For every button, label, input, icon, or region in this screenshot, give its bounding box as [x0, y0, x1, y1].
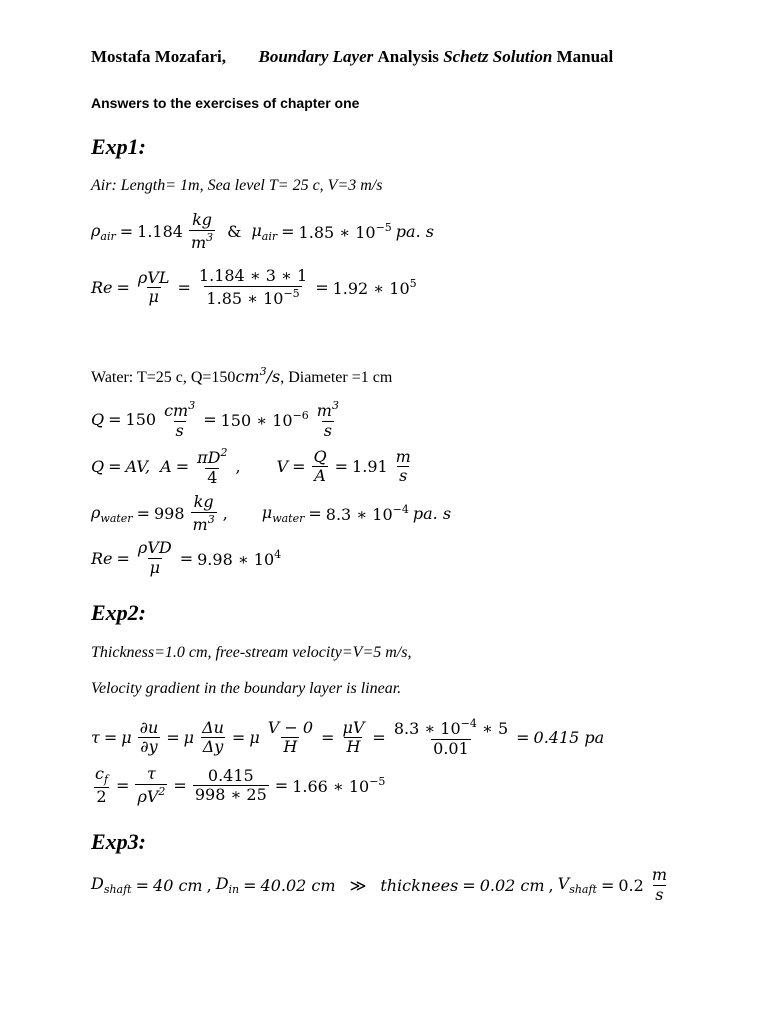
v-shaft-value: 0.2	[618, 875, 644, 895]
re-air-denominator: 1.85 ∗ 10	[206, 288, 284, 308]
re-water-result: 9.98 ∗ 10	[197, 549, 275, 569]
exp3-heading: Exp3:	[91, 829, 146, 854]
chapter-subheading: Answers to the exercises of chapter one	[91, 95, 360, 111]
cf-result: 1.66 ∗ 10	[292, 777, 370, 797]
re-air-numerator: 1.184 ∗ 3 ∗ 1	[198, 266, 308, 285]
exp1-reynolds-air: Re = $\frac{\text{ρVL}}{\mu}$ = $\frac{1.184 ∗ 3 ∗ 1}{1.85 ∗ 10^{-5}}$ = 1.92 ∗ $10^5$	[91, 266, 417, 308]
tau-result: 0.415 pa	[533, 728, 605, 748]
cf-numerator: 0.415	[207, 765, 254, 785]
author-name: Mostafa Mozafari,	[91, 47, 227, 66]
page-header	[91, 47, 613, 67]
q-value: 150	[125, 410, 157, 430]
q-si-value: 150 ∗ 10	[220, 411, 293, 431]
exp1-air-conditions: Air: Length= 1m, Sea level T= 25 c, V=3 m/s	[91, 177, 383, 194]
tau-denominator: 0.01	[433, 738, 469, 758]
re-air-result-exp: 5	[409, 277, 417, 291]
exp1-flow-rate: Q = 150 $\frac{cm^3}{s}$ = 150 ∗ $10^{-6}$ $\frac{m^3}{s}$	[91, 399, 339, 440]
tau-numerator: 8.3 ∗ 10	[393, 719, 461, 738]
mu-water-unit: pa. s	[412, 504, 452, 524]
exp2-skin-friction: $\frac{c_f}{2}$ = $\frac{\tau}{\rho V^2}$ = $\frac{0.415}{998 ∗ 25}$ = 1.66 ∗ $10^{-5}$	[95, 764, 386, 806]
thickness-value: 0.02 cm	[479, 875, 545, 895]
rho-water-value: 998	[153, 504, 185, 524]
exp2-shear-stress: τ = μ $\frac{\partial u}{\partial y}$ = μ $\frac{\Delta u}{\Delta y}$ = μ $\frac{V - 0}{H}$ = $\frac{\mu V}{H}$ = $\frac{8.3 ∗ 10^{-4} ∗ 5}{0.01}$ = 0.415 pa	[91, 717, 605, 758]
exp1-velocity: Q = AV, A = $\frac{\pi D^2}{4}$ , V = $\frac{Q}{A}$ = 1.91 $\frac{m}{s}$	[91, 446, 411, 487]
exp2-heading: Exp2:	[91, 600, 146, 625]
rho-air-value: 1.184	[137, 222, 183, 242]
title-manual: Manual	[556, 47, 614, 66]
mu-air-value: 1.85 ∗ 10	[298, 223, 376, 243]
title-analysis: Analysis	[377, 47, 439, 66]
unit-kg-per-m3: $\frac{kg}{m^3}$	[190, 210, 214, 252]
d-shaft-value: 40 cm	[153, 875, 203, 895]
unit-cm3-per-s: $cm^3/s$	[235, 365, 281, 386]
re-water-exp: 4	[274, 547, 282, 561]
title-boundary-layer: Boundary Layer	[258, 47, 374, 66]
mu-water-value: 8.3 ∗ 10	[325, 505, 393, 525]
thickness-label: thicknees	[380, 875, 459, 895]
exp1-water-conditions: Water: T=25 c, $Q=150cm^3/s$, Diameter =1 cm	[91, 365, 393, 386]
exp1-air-properties: $\rho_{air}$ = 1.184 $\frac{kg}{m^3}$ & $\mu_{air}$ = 1.85 ∗ $10^{-5}$ pa. s	[91, 210, 434, 252]
exp1-heading: Exp1:	[91, 134, 146, 159]
d-in-value: 40.02 cm	[260, 875, 336, 895]
exp3-dimensions: $D_{shaft}$ = 40 cm , $D_{in}$ = 40.02 cm ≫ thicknees = 0.02 cm , $V_{shaft}$ = 0.2 $\frac{m}{s}$	[91, 865, 667, 904]
exp1-reynolds-water: Re = $\frac{\text{ρVD}}{\mu}$ = 9.98 ∗ $10^4$	[91, 538, 282, 577]
cf-denominator: 998 ∗ 25	[194, 785, 267, 805]
velocity-value: 1.91	[352, 457, 388, 477]
mu-air-exp: −5	[375, 221, 392, 235]
cf-result-exp: −5	[369, 775, 386, 789]
exp1-water-properties: $\rho_{water}$ = 998 $\frac{kg}{m^3}$ , $\mu_{water}$ = 8.3 ∗ $10^{-4}$ pa. s	[91, 492, 452, 534]
re-air-result: 1.92 ∗ 10	[332, 279, 410, 299]
exp2-conditions: Thickness=1.0 cm, free-stream velocity=V=5 m/s,	[91, 644, 412, 661]
exp2-gradient-note: Velocity gradient in the boundary layer is linear.	[91, 680, 402, 697]
mu-water-exp: −4	[392, 503, 409, 517]
mu-air-unit: pa. s	[395, 222, 434, 242]
title-schetz-solution: Schetz Solution	[443, 47, 553, 66]
